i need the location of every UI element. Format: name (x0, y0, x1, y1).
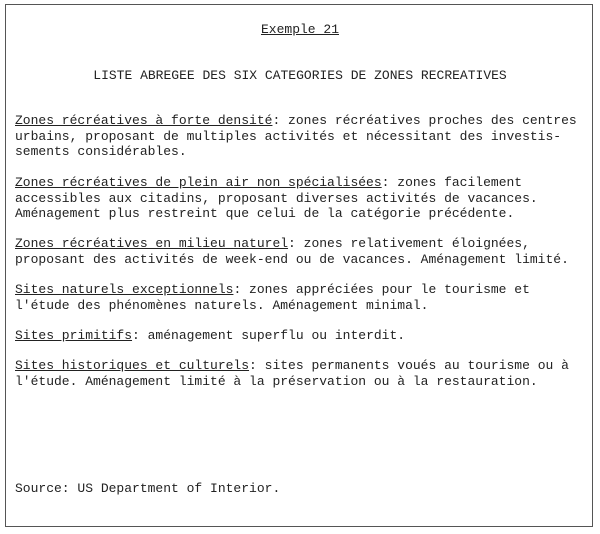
source-note: Source: US Department of Interior. (15, 481, 281, 496)
category-term: Sites primitifs (15, 328, 133, 343)
category-term: Zones récréatives de plein air non spécialisées (15, 175, 382, 190)
category-description: : sites permanents voués au tourisme ou à l'étude. Aménagement limité à la préservation ou à la restauration. (15, 358, 569, 389)
category-entry (15, 282, 530, 313)
document-title: LISTE ABREGEE DES SIX CATEGORIES DE ZONES RECREATIVES (93, 68, 507, 83)
category-entry (15, 175, 538, 222)
category-description: : zones récréatives proches des centres urbains, proposant de multiples activités et nécessitant des investis- sements considérables. (15, 113, 577, 159)
category-description: : aménagement superflu ou interdit. (132, 328, 406, 343)
category-entry (15, 236, 569, 267)
category-term: Zones récréatives en milieu naturel (15, 236, 289, 251)
category-term: Sites naturels exceptionnels (15, 282, 234, 297)
category-entry (15, 113, 577, 160)
category-description: : zones relativement éloignées, proposant des activités de week-end ou de vacances. Aménagement limité. (15, 236, 569, 267)
example-label: Exemple 21 (260, 22, 339, 37)
category-entry (15, 328, 405, 344)
category-description: : zones facilement accessibles aux citadins, proposant diverses activités de vacances. Aménagement plus restreint que celui de la catégorie précédente. (15, 175, 538, 221)
category-term: Sites historiques et culturels (15, 358, 250, 373)
category-entry (15, 358, 569, 389)
category-description: : zones appréciées pour le tourisme et l'étude des phénomènes naturels. Aménagement minimal. (15, 282, 530, 313)
category-term: Zones récréatives à forte densité (15, 113, 273, 128)
